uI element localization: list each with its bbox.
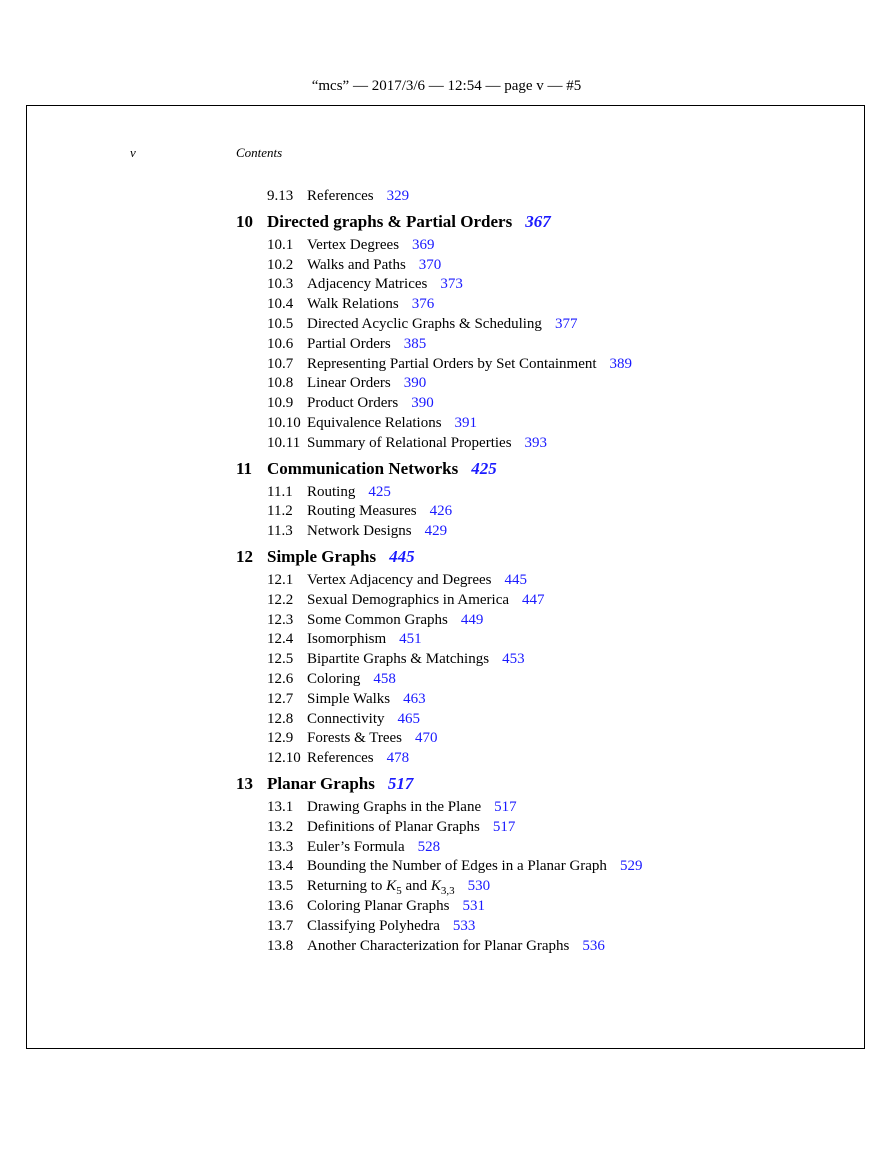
page-number-link[interactable]: 517 (387, 773, 414, 793)
section-number: 10.5 (267, 315, 294, 332)
section-number: 10.11 (267, 434, 301, 451)
title-text: Coloring Planar Graphs (307, 897, 450, 914)
page-number-link[interactable]: 329 (386, 188, 410, 204)
toc-section-entry[interactable] (236, 798, 836, 818)
page-number-link[interactable]: 517 (492, 818, 516, 835)
section-title (307, 630, 422, 650)
section-number: 10.2 (267, 256, 294, 273)
toc-section-entry[interactable] (236, 295, 836, 315)
title-text: Bipartite Graphs & Matchings (307, 651, 490, 668)
section-title (307, 857, 642, 877)
chapter-number: 11 (236, 458, 253, 478)
page-number-link[interactable]: 385 (403, 335, 427, 352)
toc-section-entry[interactable] (236, 611, 836, 631)
page-number-link[interactable]: 478 (386, 750, 410, 767)
section-title (307, 729, 438, 749)
toc-section-entry[interactable] (236, 335, 836, 355)
section-number: 13.8 (267, 937, 294, 954)
title-text: Another Characterization for Planar Graphs (307, 937, 570, 954)
page-number-link[interactable]: 429 (424, 523, 448, 540)
page-number-link[interactable]: 425 (471, 458, 497, 478)
title-text: Walk Relations (307, 296, 399, 313)
toc-section-entry[interactable] (236, 749, 836, 769)
title-text: Simple Graphs (267, 546, 377, 566)
toc-section-entry[interactable] (236, 710, 836, 730)
title-text: Returning to (307, 878, 387, 895)
section-title (307, 295, 434, 315)
toc-section-entry[interactable] (236, 275, 836, 295)
toc-section-entry[interactable] (236, 591, 836, 611)
section-title (307, 710, 420, 730)
math-variable: K (430, 878, 441, 895)
section-title (307, 315, 577, 335)
section-number: 12.4 (267, 631, 294, 648)
title-text: Isomorphism (307, 631, 387, 648)
chapter-title (267, 542, 415, 571)
toc-section-entry[interactable] (236, 414, 836, 434)
chapter-title (267, 454, 497, 483)
toc-chapter-entry[interactable] (236, 542, 836, 571)
page-number-link[interactable]: 531 (462, 897, 485, 914)
section-title (307, 818, 515, 838)
section-number: 13.6 (267, 897, 294, 914)
chapter-number: 12 (236, 546, 253, 566)
section-title (307, 374, 426, 394)
page-number-link[interactable]: 453 (502, 651, 525, 668)
title-text: Classifying Polyhedra (307, 917, 440, 934)
section-title (307, 897, 485, 917)
title-text: Routing Measures (307, 503, 417, 520)
title-text: Planar Graphs (267, 773, 375, 793)
section-number: 12.8 (267, 710, 294, 727)
page-number-link[interactable]: 445 (389, 546, 415, 566)
title-text: Vertex Adjacency and Degrees (307, 571, 492, 588)
toc-section-entry[interactable] (236, 857, 836, 877)
section-number: 10.1 (267, 236, 294, 253)
title-text: Some Common Graphs (307, 611, 448, 628)
title-text: Bounding the Number of Edges in a Planar Graph (307, 858, 607, 875)
math-variable: K (386, 878, 397, 895)
title-text: Linear Orders (307, 375, 391, 392)
section-title (307, 414, 477, 434)
section-number: 10.8 (267, 375, 294, 392)
page-number-link[interactable]: 373 (440, 276, 463, 293)
title-text: Product Orders (307, 395, 399, 412)
title-text: Network Designs (307, 523, 412, 540)
toc-section-entry[interactable] (236, 818, 836, 838)
title-text: References (307, 188, 374, 204)
section-title (307, 571, 527, 591)
section-title (307, 394, 434, 414)
title-text: Sexual Demographics in America (307, 591, 510, 608)
page-number-link[interactable]: 533 (452, 917, 476, 934)
page-number-link[interactable]: 449 (460, 611, 484, 628)
section-number: 11.3 (267, 523, 293, 540)
title-text: Vertex Degrees (307, 236, 400, 253)
toc-section-entry[interactable] (236, 630, 836, 650)
toc-section-entry[interactable] (236, 483, 836, 503)
title-text: Routing (307, 483, 356, 500)
page-number-link[interactable]: 536 (582, 937, 605, 954)
running-header: “mcs” — 2017/3/6 — 12:54 — page v — #5 (311, 78, 582, 94)
section-title (307, 256, 441, 276)
toc-section-entry[interactable] (236, 670, 836, 690)
page-number-link[interactable]: 376 (411, 296, 435, 313)
math-subscript: 3,3 (440, 885, 455, 898)
section-number: 9.13 (267, 188, 294, 204)
title-text: Summary of Relational Properties (307, 434, 512, 451)
section-number: 13.3 (267, 838, 294, 855)
title-text: References (307, 750, 374, 767)
section-number: 10.4 (267, 296, 294, 313)
title-text: Adjacency Matrices (307, 276, 428, 293)
toc-chapter-entry[interactable] (236, 454, 836, 483)
toc-chapter-entry[interactable] (236, 769, 836, 798)
toc-section-entry[interactable] (236, 571, 836, 591)
title-text: Partial Orders (307, 335, 391, 352)
section-number: 12.5 (267, 651, 294, 668)
page-folio: v (130, 145, 136, 160)
toc-section-entry[interactable] (236, 502, 836, 522)
page-number-link[interactable]: 393 (524, 434, 548, 451)
section-title (307, 502, 452, 522)
page-number-link[interactable]: 391 (454, 414, 478, 431)
section-title (307, 798, 517, 818)
table-of-contents (236, 187, 836, 956)
title-text: and (401, 878, 431, 895)
section-title (307, 690, 426, 710)
title-text: Euler’s Formula (307, 838, 405, 855)
title-text: Simple Walks (307, 690, 391, 707)
section-title (307, 591, 545, 611)
page-number-link[interactable]: 463 (403, 690, 426, 707)
section-number: 12.7 (267, 690, 294, 707)
section-title (307, 917, 475, 937)
running-section-label: Contents (236, 145, 283, 160)
toc-section-entry[interactable] (236, 394, 836, 414)
toc-section-entry[interactable] (236, 522, 836, 542)
toc-section-entry[interactable] (236, 877, 836, 897)
page-number-link[interactable]: 465 (397, 710, 420, 727)
math-subscript: 5 (396, 885, 402, 898)
chapter-number: 10 (236, 211, 253, 231)
page-number-link[interactable]: 390 (411, 395, 434, 412)
section-title (307, 650, 525, 670)
toc-chapter-entry[interactable] (236, 207, 836, 236)
page-number-link[interactable]: 447 (522, 591, 545, 608)
toc-section-entry[interactable] (236, 917, 836, 937)
title-text: Coloring (307, 670, 361, 687)
page-number-link[interactable]: 426 (429, 503, 453, 520)
toc-section-entry[interactable] (236, 187, 836, 207)
toc-section-entry[interactable] (236, 729, 836, 749)
section-number: 10.6 (267, 335, 294, 352)
title-text: Representing Partial Orders by Set Containment (307, 355, 597, 372)
page-number-link[interactable]: 389 (609, 355, 633, 372)
section-number: 10.7 (267, 355, 294, 372)
page-number-link[interactable]: 458 (373, 670, 396, 687)
toc-section-entry[interactable] (236, 355, 836, 375)
section-number: 13.7 (267, 917, 294, 934)
section-number: 12.3 (267, 611, 294, 628)
section-title (307, 187, 409, 207)
section-title (307, 236, 435, 256)
toc-section-entry[interactable] (236, 650, 836, 670)
toc-section-entry[interactable] (236, 937, 836, 957)
section-number: 12.1 (267, 571, 294, 588)
section-number: 11.1 (267, 483, 293, 500)
title-text: Walks and Paths (307, 256, 406, 273)
title-text: Communication Networks (267, 458, 459, 478)
section-title (307, 335, 426, 355)
page-number-link[interactable]: 370 (418, 256, 442, 273)
section-number: 12.6 (267, 670, 294, 687)
section-number: 12.9 (267, 730, 294, 747)
section-number: 10.3 (267, 276, 294, 293)
toc-section-entry[interactable] (236, 256, 836, 276)
section-number: 13.4 (267, 858, 294, 875)
toc-section-entry[interactable] (236, 434, 836, 454)
page-number-link[interactable]: 451 (399, 631, 422, 648)
toc-section-entry[interactable] (236, 374, 836, 394)
section-title (307, 611, 483, 631)
page-number-link[interactable]: 369 (412, 236, 435, 253)
section-number: 10.9 (267, 395, 294, 412)
page-number-link[interactable]: 528 (417, 838, 441, 855)
section-number: 13.1 (267, 798, 294, 815)
toc-section-entry[interactable] (236, 897, 836, 917)
chapter-number: 13 (236, 773, 253, 793)
title-text: Connectivity (307, 710, 385, 727)
section-title (307, 355, 632, 375)
section-title (307, 670, 396, 690)
page-number-link[interactable]: 445 (504, 571, 527, 588)
toc-section-entry[interactable] (236, 236, 836, 256)
chapter-title (267, 207, 551, 236)
title-text: Definitions of Planar Graphs (307, 818, 480, 835)
section-title (307, 749, 409, 769)
title-text: Directed Acyclic Graphs & Scheduling (307, 315, 542, 332)
page-number-link[interactable]: 377 (554, 315, 578, 332)
section-title (307, 434, 547, 454)
page-number-link[interactable]: 470 (415, 730, 438, 747)
page-number-link[interactable]: 425 (368, 483, 391, 500)
page-number-link[interactable]: 529 (619, 858, 643, 875)
toc-section-entry[interactable] (236, 690, 836, 710)
toc-section-entry[interactable] (236, 838, 836, 858)
section-number: 12.2 (267, 591, 294, 608)
title-text: Drawing Graphs in the Plane (307, 798, 482, 815)
page-number-link[interactable]: 530 (467, 878, 491, 895)
title-text: Directed graphs & Partial Orders (267, 211, 513, 231)
section-title (307, 838, 440, 858)
section-number: 13.5 (267, 878, 294, 895)
section-title (307, 483, 391, 503)
section-title (307, 275, 463, 295)
section-title (307, 522, 447, 542)
page-number-link[interactable]: 517 (494, 798, 517, 815)
section-number: 10.10 (267, 414, 301, 431)
section-number: 11.2 (267, 503, 293, 520)
page-number-link[interactable]: 367 (525, 211, 551, 231)
chapter-title (267, 769, 413, 798)
page-number-link[interactable]: 390 (403, 375, 427, 392)
title-text: Equivalence Relations (307, 414, 442, 431)
section-number: 13.2 (267, 818, 294, 835)
toc-section-entry[interactable] (236, 315, 836, 335)
title-text: Forests & Trees (307, 730, 403, 747)
section-number: 12.10 (267, 750, 301, 767)
section-title (307, 937, 605, 957)
